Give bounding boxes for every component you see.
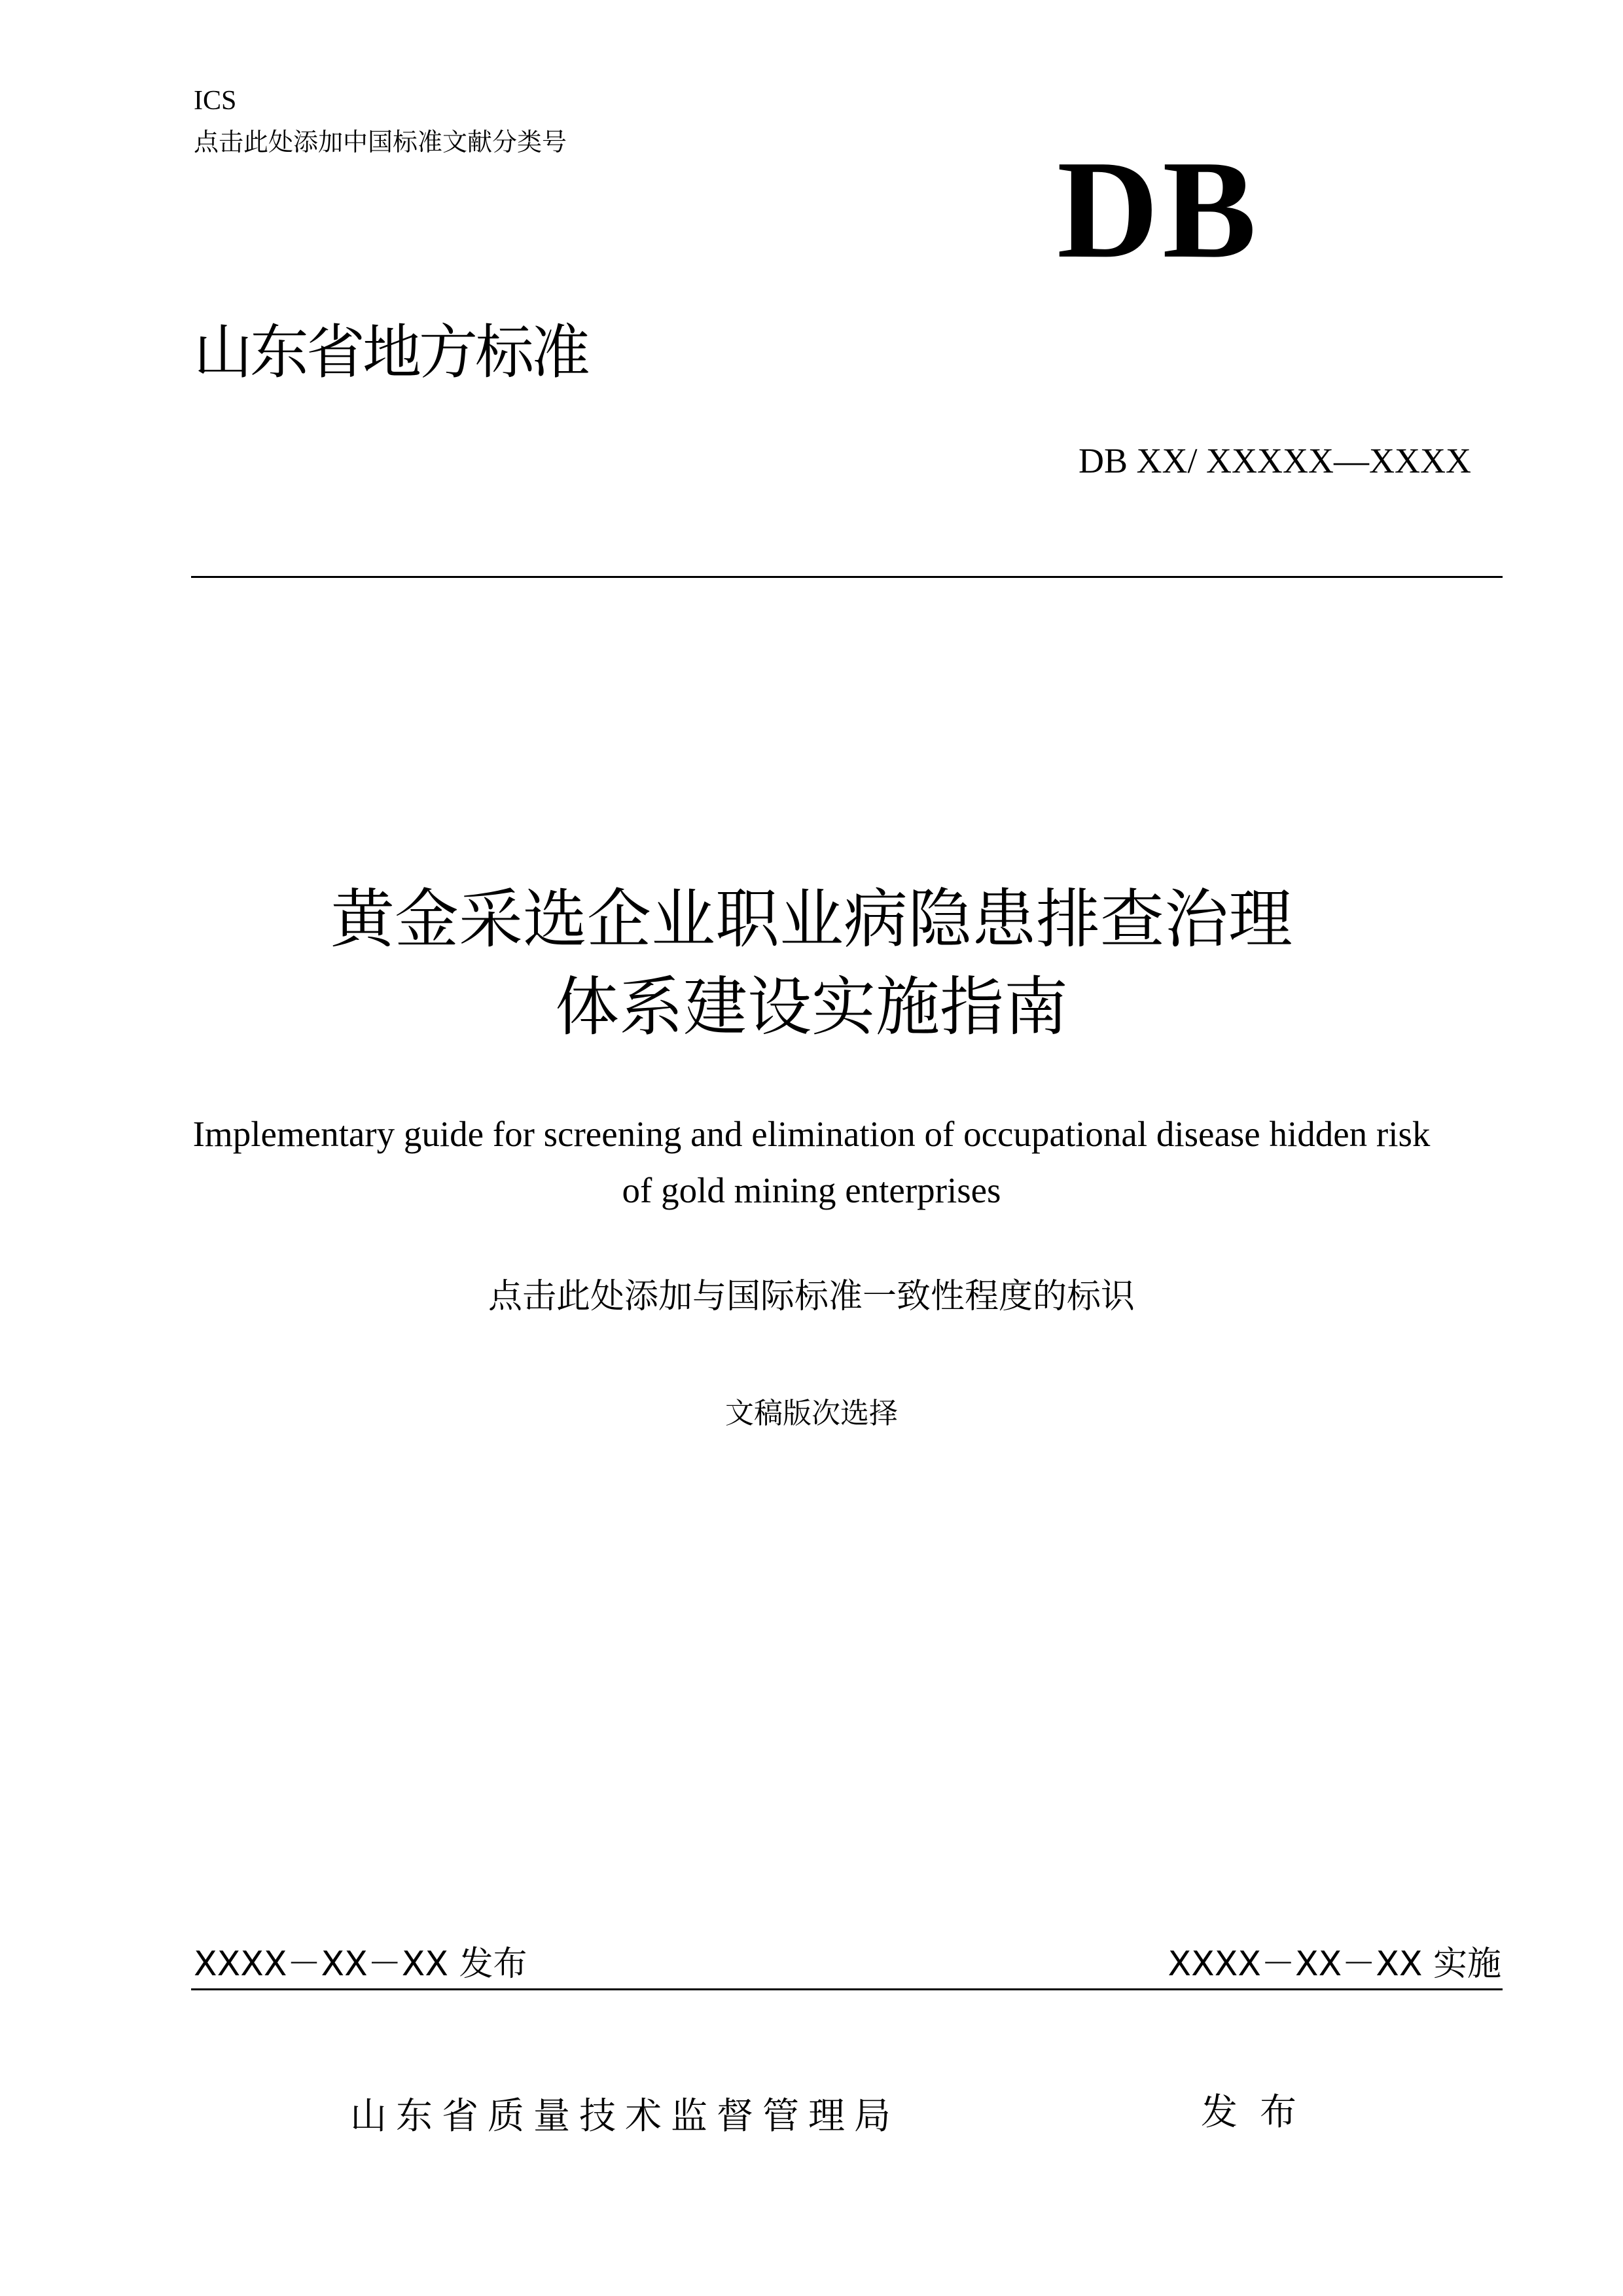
db-logo: DB (1057, 131, 1260, 287)
bottom-divider (191, 1988, 1503, 1990)
standard-number: DB XX/ XXXXX—XXXX (1079, 441, 1471, 480)
chinese-title (0, 876, 1623, 1051)
chinese-title-line-2: 体系建设实施指南 (554, 970, 1068, 1045)
draft-version-selector[interactable]: 文稿版次选择 (725, 1397, 898, 1429)
standard-type-heading: 山东省地方标准 (194, 318, 588, 387)
implement-date: XXXX－XX－XX 实施 (1168, 1945, 1501, 1984)
publish-label: 发布 (1201, 2091, 1319, 2134)
issuing-authority: 山东省质量技术监督管理局 (350, 2095, 900, 2138)
english-title-line-2: of gold mining enterprises (622, 1170, 1001, 1210)
consistency-placeholder[interactable]: 点击此处添加与国际标准一致性程度的标识 (488, 1278, 1135, 1316)
ics-label: ICS (194, 86, 237, 116)
classification-number-placeholder[interactable]: 点击此处添加中国标准文献分类号 (194, 128, 567, 156)
english-title-line-1: Implementary guide for screening and elimination of occupational disease hidden risk (192, 1114, 1431, 1154)
english-title (0, 1106, 1623, 1219)
top-divider (191, 576, 1503, 578)
publish-date: XXXX－XX－XX 发布 (194, 1945, 527, 1984)
chinese-title-line-1: 黄金采选企业职业病隐患排查治理 (330, 882, 1293, 957)
